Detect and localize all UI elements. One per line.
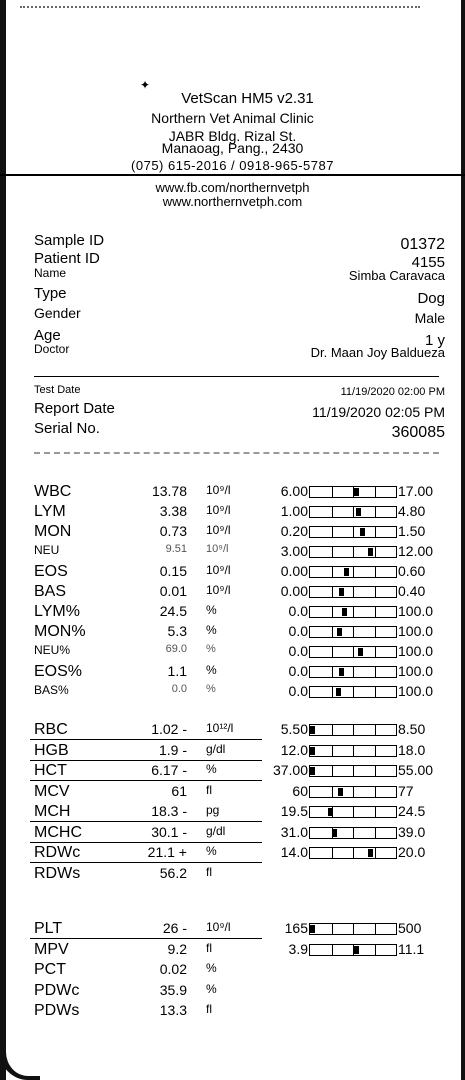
range-tick [375,828,376,838]
section-divider [34,452,439,454]
hgb-range-high: 18.0 [398,741,426,758]
neu-marker [368,548,373,556]
bas-range-bar [309,586,397,598]
range-tick [375,807,376,817]
hct-value: 6.17 - [151,762,187,778]
mpv-range-bar [309,944,397,956]
range-tick [332,746,333,756]
mch-flag-underline [30,821,262,822]
pdwc-value: 35.9 [159,981,187,998]
eos-pct-range-low: 0.0 [288,663,308,679]
mon-value: 0.73 [159,523,187,539]
mon-range-low: 0.20 [280,523,308,539]
range-tick [353,807,354,817]
hgb-range-bar [309,745,397,757]
range-tick [375,567,376,577]
neu-unit: 10⁹/l [206,543,229,555]
rdwc-range-bar [309,847,397,859]
mch-range-bar [309,806,397,818]
mcv-marker [338,788,343,796]
rbc-row [0,742,465,762]
lym-unit: 10⁹/l [206,503,231,517]
hct-range-bar [309,765,397,777]
mon-pct-name: MON% [34,623,86,640]
neu-name: NEU [34,543,60,557]
rdwc-range-high: 20.0 [398,844,426,860]
rbc-row [0,844,465,864]
range-tick [375,507,376,517]
hct-name: HCT [34,762,67,779]
age-label: Age [34,327,61,344]
lym-marker [356,508,361,516]
mch-marker [328,808,333,816]
wbc-row [0,483,465,503]
rdwc-marker [368,849,373,857]
rdws-name: RDWs [34,864,81,882]
wbc-range-low: 6.00 [280,483,308,499]
mcv-range-low: 60 [292,782,308,799]
range-tick [353,507,354,517]
serial-no-value: 360085 [391,424,445,441]
range-tick [375,487,376,497]
range-tick [353,547,354,557]
sample-id-value: 01372 [400,236,445,253]
mchc-range-bar [309,827,397,839]
range-tick [353,667,354,677]
doctor-label: Doctor [34,342,70,356]
rbc-row [0,865,465,885]
lym-pct-name: LYM% [34,603,80,620]
pdws-value: 13.3 [159,1002,187,1018]
rbc-range-bar [309,724,397,736]
name-label: Name [34,266,67,280]
rbc-flag-underline [30,739,262,740]
wbc-row [0,543,465,563]
mch-range-low: 19.5 [280,803,308,819]
clinic-phone: (075) 615-2016 / 0918-965-5787 [131,158,334,173]
mpv-name: MPV [34,940,69,958]
hgb-unit: g/dl [206,741,226,756]
wbc-row [0,563,465,583]
wbc-row [0,663,465,683]
rbc-value: 1.02 - [151,721,187,737]
report-date-value: 11/19/2020 02:05 PM [312,404,445,420]
range-tick [375,766,376,776]
bas-marker [339,588,344,596]
pct-unit: % [206,961,217,975]
range-tick [353,725,354,735]
rbc-row [0,783,465,803]
neu-range-bar [309,546,397,558]
bas-pct-range-bar [309,686,397,698]
wbc-row [0,603,465,623]
mon-pct-range-high: 100.0 [398,623,434,639]
bas-value: 0.01 [159,583,187,599]
mpv-marker [354,946,359,954]
sample-id-label: Sample ID [34,232,105,249]
range-tick [332,587,333,597]
eos-unit: 10⁹/l [206,563,231,577]
mon-pct-unit: % [206,623,217,637]
type-value: Dog [417,290,445,307]
device-version: VetScan HM5 v2.31 [181,90,314,107]
mchc-marker [332,829,337,837]
test-date-value: 11/19/2020 02:00 PM [340,386,445,398]
wbc-value: 13.78 [151,483,187,499]
wbc-row [0,683,465,703]
range-tick [332,527,333,537]
lym-range-low: 1.00 [280,503,308,519]
neu-value: 9.51 [165,543,187,555]
range-tick [332,507,333,517]
range-tick [353,787,354,797]
lym-range-bar [309,506,397,518]
rdws-unit: fl [206,864,212,879]
hgb-range-low: 12.0 [280,741,308,758]
mpv-range-low: 3.9 [288,940,308,957]
hgb-flag-underline [30,760,262,761]
plt-range-low: 165 [284,920,308,936]
bas-pct-value: 0.0 [171,683,187,695]
mpv-range-high: 11.1 [398,940,425,957]
patient-id-label: Patient ID [34,250,100,267]
clinic-name: Northern Vet Animal Clinic [151,110,314,126]
range-tick [375,945,376,955]
rbc-range-high: 8.50 [398,721,426,737]
patient-rule [34,376,439,377]
top-smudge [20,0,420,8]
wbc-marker [354,488,359,496]
mchc-value: 30.1 - [151,823,187,840]
plt-unit: 10⁹/l [206,920,231,934]
neu-pct-unit: % [206,643,216,655]
wbc-row [0,623,465,643]
range-tick [332,924,333,934]
range-tick [332,627,333,637]
mcv-range-high: 77 [398,782,414,799]
plt-value: 26 - [162,920,187,936]
range-tick [353,828,354,838]
plt-row [0,920,465,940]
mcv-unit: fl [206,782,212,797]
rbc-row [0,721,465,741]
bas-pct-range-low: 0.0 [288,683,308,699]
mch-unit: pg [206,803,220,817]
mon-pct-range-bar [309,626,397,638]
bas-pct-unit: % [206,683,216,695]
rdwc-unit: % [206,844,217,858]
rbc-row [0,803,465,823]
hct-range-low: 37.00 [272,762,308,778]
hct-flag-underline [30,780,262,781]
hgb-marker [310,747,315,755]
gender-value: Male [414,310,445,326]
range-tick [375,687,376,697]
wbc-row [0,643,465,663]
hct-range-high: 55.00 [398,762,434,778]
neu-range-low: 3.00 [280,543,308,559]
range-tick [375,627,376,637]
rbc-name: RBC [34,721,68,738]
plt-row [0,982,465,1002]
range-tick [353,746,354,756]
pdws-name: PDWs [34,1002,80,1019]
bas-name: BAS [34,583,67,600]
neu-pct-range-high: 100.0 [398,643,434,659]
eos-range-bar [309,566,397,578]
receipt-corner [0,1040,40,1080]
range-tick [332,766,333,776]
clinic-address-1: JABR Bldg. Rizal St. [168,128,297,144]
range-tick [353,627,354,637]
range-tick [375,725,376,735]
neu-pct-range-bar [309,646,397,658]
eos-marker [344,568,349,576]
range-tick [375,547,376,557]
lym-range-high: 4.80 [398,503,426,519]
rdws-value: 56.2 [159,864,187,881]
mch-name: MCH [34,803,71,820]
range-tick [353,766,354,776]
range-tick [332,945,333,955]
eos-range-high: 0.60 [398,563,426,579]
rdwc-flag-underline [30,862,262,863]
bas-range-low: 0.00 [280,583,308,599]
range-tick [375,746,376,756]
mon-range-bar [309,526,397,538]
range-tick [332,725,333,735]
eos-pct-value: 1.1 [167,663,187,679]
eos-pct-marker [339,668,344,676]
rdwc-range-low: 14.0 [280,844,308,860]
rbc-row [0,762,465,782]
rbc-range-low: 5.50 [280,721,308,737]
mon-pct-marker [337,628,342,636]
bas-unit: 10⁹/l [206,583,231,597]
mchc-range-high: 39.0 [398,823,426,840]
neu-pct-name: NEU% [34,643,71,657]
pct-value: 0.02 [159,961,187,977]
range-tick [353,848,354,858]
patient-id-value: 4155 [411,254,445,271]
plt-range-high: 500 [398,920,422,936]
bas-range-high: 0.40 [398,583,426,599]
clinic-facebook: www.fb.com/northernvetph [155,180,310,195]
wbc-row [0,523,465,543]
neu-pct-range-low: 0.0 [288,643,308,659]
neu-pct-value: 69.0 [165,643,187,655]
range-tick [375,607,376,617]
mchc-unit: g/dl [206,823,226,838]
range-tick [375,647,376,657]
lym-pct-marker [342,608,347,616]
doctor-value: Dr. Maan Joy Baldueza [310,345,445,360]
wbc-row [0,583,465,603]
pct-name: PCT [34,961,66,978]
wbc-name: WBC [34,483,72,500]
lym-pct-range-bar [309,606,397,618]
rbc-row [0,824,465,844]
range-tick [332,647,333,657]
mch-value: 18.3 - [151,803,187,819]
mchc-name: MCHC [34,823,82,841]
hct-unit: % [206,762,217,776]
mch-range-high: 24.5 [398,803,426,819]
mon-pct-value: 5.3 [167,623,187,639]
hct-marker [310,767,315,775]
mcv-range-bar [309,786,397,798]
range-tick [332,687,333,697]
range-tick [332,667,333,677]
eos-value: 0.15 [159,563,187,579]
eos-name: EOS [34,563,68,580]
test-date-label: Test Date [34,384,81,396]
hgb-value: 1.9 - [158,741,187,758]
range-tick [375,848,376,858]
gender-label: Gender [34,305,81,321]
wbc-unit: 10⁹/l [206,483,231,497]
range-tick [353,567,354,577]
lym-value: 3.38 [159,503,187,519]
range-tick [353,647,354,657]
rdwc-name: RDWc [34,844,81,861]
range-tick [353,527,354,537]
range-tick [332,607,333,617]
plt-marker [310,925,315,933]
mon-name: MON [34,523,72,540]
age-value: 1 y [424,332,445,349]
clinic-website: www.northernvetph.com [162,194,303,209]
pdws-unit: fl [206,1002,212,1016]
mpv-value: 9.2 [167,940,187,957]
lym-name: LYM [34,503,66,520]
eos-range-low: 0.00 [280,563,308,579]
eos-pct-unit: % [206,663,217,677]
plt-row [0,961,465,981]
bas-pct-range-high: 100.0 [398,683,434,699]
neu-range-high: 12.00 [398,543,434,559]
range-tick [332,487,333,497]
range-tick [332,787,333,797]
serial-no-label: Serial No. [34,420,100,437]
bas-pct-name: BAS% [34,683,69,697]
range-tick [375,587,376,597]
bas-pct-marker [336,688,341,696]
range-tick [375,924,376,934]
pdwc-unit: % [206,981,217,996]
logo-mark-icon: ✦ [140,78,151,92]
mpv-unit: fl [206,940,212,955]
wbc-row [0,503,465,523]
plt-range-bar [309,923,397,935]
lym-pct-range-high: 100.0 [398,603,434,619]
wbc-range-high: 17.00 [398,483,434,499]
plt-flag-underline [30,938,262,939]
lym-pct-value: 24.5 [159,603,187,619]
range-tick [353,587,354,597]
hgb-name: HGB [34,741,69,759]
range-tick [353,687,354,697]
plt-name: PLT [34,920,63,937]
mcv-name: MCV [34,782,70,800]
mon-pct-range-low: 0.0 [288,623,308,639]
mchc-flag-underline [30,842,262,843]
name-value: Simba Caravaca [348,268,445,283]
neu-pct-marker [358,648,363,656]
range-tick [353,924,354,934]
report-date-label: Report Date [34,400,115,417]
wbc-range-bar [309,486,397,498]
eos-pct-range-bar [309,666,397,678]
rbc-marker [310,726,315,734]
mon-range-high: 1.50 [398,523,426,539]
range-tick [375,787,376,797]
clinic-address-2: Manaoag, Pang., 2430 [161,140,304,156]
range-tick [375,527,376,537]
range-tick [353,607,354,617]
type-label: Type [34,285,67,302]
rbc-unit: 10¹²/l [206,721,234,735]
rdwc-value: 21.1 + [147,844,187,860]
mchc-range-low: 31.0 [280,823,308,840]
lym-pct-unit: % [206,603,217,617]
range-tick [332,848,333,858]
plt-row [0,941,465,961]
eos-pct-name: EOS% [34,663,83,680]
range-tick [332,567,333,577]
mon-unit: 10⁹/l [206,523,231,537]
mon-marker [360,528,365,536]
eos-pct-range-high: 100.0 [398,663,434,679]
plt-row [0,1002,465,1022]
pdwc-name: PDWc [34,981,80,999]
range-tick [375,667,376,677]
header-rule [0,174,465,176]
mcv-value: 61 [171,782,187,799]
lym-pct-range-low: 0.0 [288,603,308,619]
range-tick [332,547,333,557]
